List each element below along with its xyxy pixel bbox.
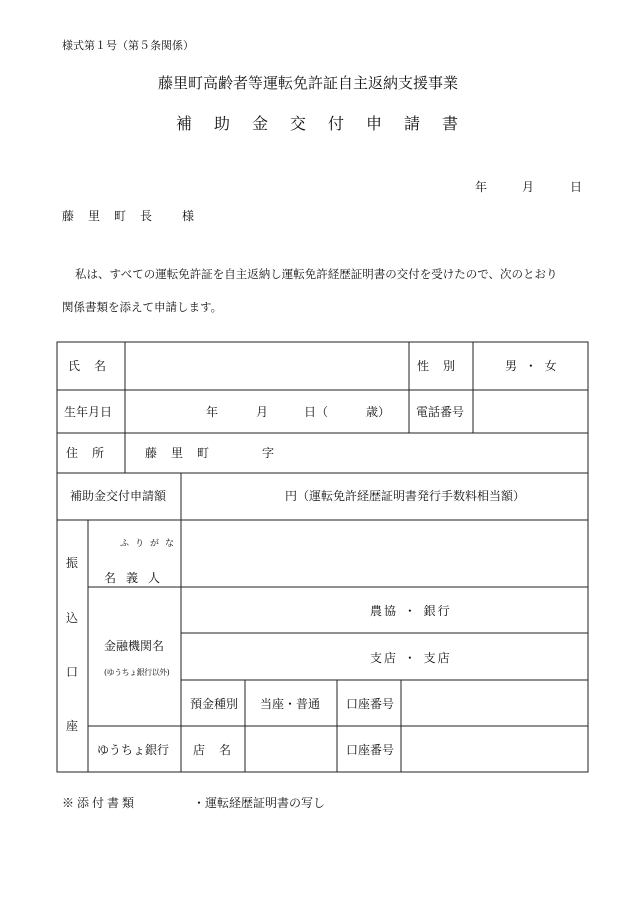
transfer-char-4: 座 — [66, 719, 79, 733]
birth-age-unit: 歳） — [366, 405, 391, 419]
holder-field[interactable] — [185, 524, 584, 583]
birth-year-unit: 年 — [206, 405, 219, 419]
program-title: 藤里町高齢者等運転免許証自主返納支援事業 — [158, 74, 459, 92]
birthdate-label: 生年月日 — [64, 405, 113, 419]
amount-value: 円（運転免許経歴証明書発行手数料相当額） — [285, 489, 526, 503]
date-month: 月 — [522, 180, 535, 194]
account-number-field[interactable] — [405, 684, 584, 722]
deposit-type-options[interactable]: 当座・普通 — [260, 697, 321, 711]
attachments-label: ※添付書類 — [62, 796, 138, 810]
transfer-char-3: 口 — [66, 665, 79, 679]
intro-line-2: 関係書類を添えて申請します。 — [62, 300, 223, 314]
address-label: 住所 — [66, 446, 119, 460]
yucho-account-number-label: 口座番号 — [346, 743, 395, 757]
name-label: 氏名 — [68, 359, 121, 373]
phone-field[interactable] — [476, 393, 584, 429]
date-day: 日 — [570, 180, 583, 194]
yucho-label: ゆうちょ銀行 — [97, 743, 170, 757]
bank-note: (ゆうちょ銀行以外) — [104, 668, 170, 677]
birth-month-unit: 月 — [256, 405, 269, 419]
yucho-account-number-field[interactable] — [405, 730, 584, 768]
bank-type-options[interactable]: 農協 ・ 銀行 — [370, 604, 452, 618]
birth-day-unit: 日（ — [304, 405, 329, 419]
attachments-item: ・運転経歴証明書の写し — [193, 796, 326, 810]
sex-options[interactable]: 男 ・ 女 — [505, 359, 559, 373]
form-number: 様式第１号（第５条関係） — [62, 39, 194, 52]
addressee-name: 藤里町長 — [62, 209, 167, 223]
phone-label: 電話番号 — [416, 405, 465, 419]
transfer-char-2: 込 — [66, 611, 79, 625]
transfer-char-1: 振 — [66, 556, 79, 570]
amount-label: 補助金交付申請額 — [70, 489, 167, 503]
sex-label: 性別 — [417, 359, 470, 373]
intro-line-1: 私は、すべての運転免許証を自主返納し運転免許経歴証明書の交付を受けたので、次のとおり — [75, 267, 558, 281]
bank-label: 金融機関名 — [104, 639, 165, 653]
store-name-field[interactable] — [249, 730, 333, 768]
address-town: 藤里町 — [145, 446, 224, 460]
branch-type-options[interactable]: 支店 ・ 支店 — [370, 651, 452, 665]
deposit-type-label: 預金種別 — [190, 697, 239, 711]
addressee-honorific: 様 — [182, 209, 195, 223]
date-year: 年 — [475, 180, 488, 194]
document-title: 補助金交付申請書 — [176, 114, 481, 133]
address-aza: 字 — [262, 446, 275, 460]
store-name-label: 店名 — [193, 743, 246, 757]
furigana-label: ふりがな — [120, 539, 181, 549]
holder-label: 名義人 — [104, 571, 171, 585]
name-value-field[interactable] — [130, 346, 406, 386]
account-number-label: 口座番号 — [346, 697, 395, 711]
